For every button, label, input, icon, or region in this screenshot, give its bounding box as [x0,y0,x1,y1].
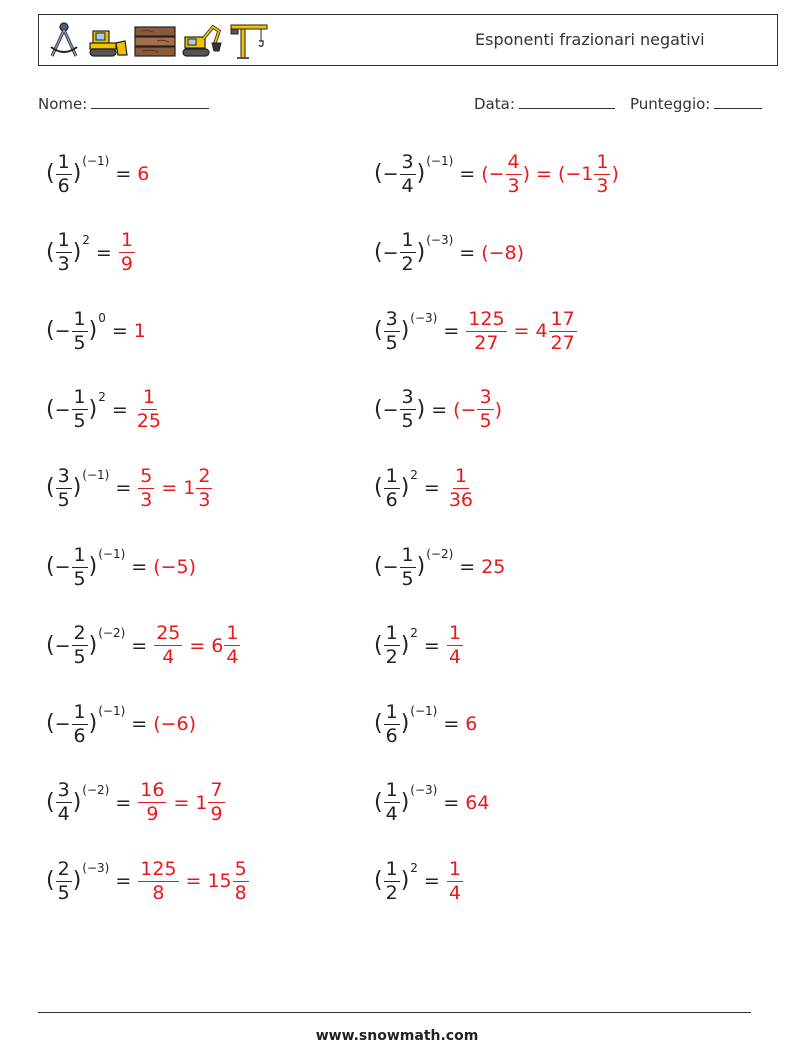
problem-item [46,380,164,440]
answer-fraction [477,388,493,431]
close-paren: ) [400,789,410,815]
answer-text: 25 [481,556,506,578]
close-paren: ) [88,711,98,737]
base-fraction [384,700,400,747]
answer [153,713,196,735]
numerator: 3 [401,386,414,409]
base-fraction [56,857,72,904]
denominator: 4 [401,174,414,197]
name-field [38,94,209,113]
exponent: (−2) [426,547,454,561]
problem-item [374,380,502,440]
base-fraction [56,150,72,197]
numerator: 125 [140,857,177,880]
answer-fraction [447,857,463,904]
answer-fraction [119,231,135,274]
problem-item [46,223,136,283]
header-box [38,14,778,66]
exponent: 2 [410,468,418,483]
numerator: 16 [140,779,165,802]
minus-sign: − [54,398,71,421]
open-paren: ( [46,475,55,501]
denominator: 2 [385,646,398,669]
answer-text: 6 [465,713,478,736]
answer-fraction [135,388,163,431]
problem-item [46,144,149,204]
numerator: 2 [57,857,70,880]
close-paren: ) [416,554,426,579]
problem-item [374,144,619,204]
answer-fraction [224,624,240,667]
equals-sign: = [115,791,132,814]
answer-text: (−6) [153,713,197,736]
answer [481,150,619,197]
problem-item [374,458,476,518]
base-fraction [384,857,400,904]
close-paren: ) [416,161,426,186]
close-paren: ) [88,632,98,658]
answer [153,624,241,667]
answer-text: 6 [137,163,150,185]
problem-item [46,537,196,597]
base-fraction [400,150,416,197]
equals-sign: = [111,398,128,421]
answer [465,792,489,814]
numerator: 1 [385,464,398,487]
answer-fraction [154,624,182,667]
numerator: 1 [73,307,86,330]
numerator: 3 [57,464,70,487]
numerator: 1 [401,229,414,252]
score-line [714,94,762,109]
answer-text: 64 [465,791,490,814]
answer-fraction [447,464,475,511]
denominator: 6 [57,174,70,197]
answer [137,781,225,824]
numerator: 1 [120,229,133,252]
numerator: 3 [479,386,492,409]
base-fraction [400,543,416,590]
denominator: 27 [474,331,499,354]
problem-item [46,851,250,911]
exponent: (−1) [98,704,126,719]
excavator-icon [181,21,225,61]
equals-sign: = [95,241,112,264]
open-paren: ( [374,318,383,344]
problem-item [374,301,578,361]
answer-fraction [138,464,154,511]
numerator: 5 [140,464,153,487]
close-paren: ) [72,868,82,894]
exponent: (−1) [410,704,438,719]
equals-sign: = [111,320,128,343]
base-fraction [400,388,416,431]
equals-sign: = [115,163,132,185]
answer [481,242,524,264]
close-paren: ) [88,554,98,579]
denominator: 2 [401,253,414,276]
numerator: 5 [234,857,247,880]
numerator: 3 [401,150,414,173]
denominator: 27 [550,331,575,354]
answer-text: (− [481,163,505,185]
denominator: 8 [152,881,165,904]
date-line [519,94,615,109]
exponent: (−1) [426,154,454,168]
equals-sign: = [443,791,460,814]
answer-text: 4 [535,320,548,343]
equals-sign: = [443,320,460,343]
answer-fraction [138,781,166,824]
open-paren: ( [374,396,383,422]
answer-equals-sign: = [536,163,552,185]
numerator: 1 [401,543,414,566]
denominator: 5 [73,331,86,354]
numerator: 1 [385,700,398,723]
answer [137,857,249,904]
denominator: 2 [385,881,398,904]
denominator: 5 [479,410,492,433]
equals-sign: = [131,556,148,578]
denominator: 5 [73,646,86,669]
answer-text: ) [611,163,619,185]
open-paren: ( [46,789,55,815]
exponent: 2 [82,232,90,247]
denominator: 3 [596,174,609,197]
open-paren: ( [46,868,55,894]
close-paren: ) [88,318,98,344]
problem-item [46,694,196,754]
numerator: 7 [210,779,223,802]
equals-sign: = [443,713,460,736]
problem-item [374,694,477,754]
equals-sign: = [459,556,476,578]
base-fraction [72,624,88,667]
answer [134,320,146,342]
date-field [474,94,615,113]
numerator: 4 [507,150,520,173]
numerator: 25 [156,622,181,645]
worksheet-title: Esponenti frazionari negativi [475,30,705,49]
minus-sign: − [382,163,399,185]
denominator: 5 [57,488,70,511]
answer-fraction [138,857,178,904]
numerator: 1 [57,229,70,252]
denominator: 3 [198,488,211,511]
answer-text: (−8) [481,241,525,264]
problem-item [374,616,464,676]
problem-item [46,458,213,518]
footer-url: www.snowmath.com [315,1028,479,1044]
answer [446,857,464,904]
base-fraction [384,307,400,354]
close-paren: ) [400,868,410,894]
denominator: 9 [210,803,223,826]
equals-sign: = [459,241,476,264]
numerator: 1 [454,464,467,487]
open-paren: ( [46,711,55,737]
answer [465,307,577,354]
close-paren: ) [72,239,82,265]
answer [465,713,477,735]
denominator: 4 [57,803,70,826]
close-paren: ) [400,711,410,737]
exponent: 2 [98,389,106,404]
score-label: Punteggio: [630,95,711,113]
open-paren: ( [46,632,55,658]
numerator: 1 [73,700,86,723]
answer-fraction [208,781,224,824]
problem-item [374,537,505,597]
close-paren: ) [416,396,426,422]
exponent: (−2) [98,625,126,640]
minus-sign: − [382,556,399,578]
denominator: 5 [57,881,70,904]
denominator: 9 [146,803,159,826]
answer-fraction [447,624,463,667]
exponent: (−3) [410,782,438,797]
denominator: 36 [448,488,474,511]
problem-item [374,851,464,911]
problem-item [46,616,241,676]
denominator: 25 [136,410,161,433]
base-fraction [56,781,72,824]
equals-sign: = [459,163,476,185]
crane-icon [229,21,269,61]
numerator: 2 [198,464,211,487]
numerator: 17 [550,307,575,330]
denominator: 5 [73,567,86,590]
answer-fraction [466,307,506,354]
open-paren: ( [374,475,383,501]
answer [118,231,136,274]
answer [453,388,502,431]
open-paren: ( [374,789,383,815]
answer-fraction [196,464,212,511]
close-paren: ) [416,239,426,265]
header-icons [45,19,269,63]
denominator: 4 [162,646,175,669]
denominator: 4 [226,646,239,669]
answer-equals-sign: = [161,477,178,500]
close-paren: ) [400,632,410,658]
denominator: 9 [120,253,133,276]
answer-fraction [233,857,249,904]
denominator: 6 [385,488,398,511]
answer-equals-sign: = [185,870,202,893]
open-paren: ( [46,239,55,265]
open-paren: ( [374,868,383,894]
denominator: 3 [57,253,70,276]
minus-sign: − [54,713,71,736]
open-paren: ( [46,396,55,422]
problem-item [374,773,489,833]
bulldozer-icon [87,21,129,61]
numerator: 3 [57,779,70,802]
score-field [630,94,762,113]
base-fraction [72,307,88,354]
close-paren: ) [72,161,82,186]
numerator: 1 [385,857,398,880]
exponent: (−1) [98,547,126,561]
numerator: 1 [448,622,461,645]
base-fraction [56,464,72,511]
open-paren: ( [46,161,55,186]
exponent: 2 [410,625,418,640]
exponent: (−3) [82,861,110,876]
numerator: 1 [226,622,239,645]
denominator: 3 [507,174,520,197]
answer-equals-sign: = [513,320,530,343]
denominator: 6 [73,724,86,747]
wood-logs-icon [133,21,177,61]
answer [446,464,476,511]
close-paren: ) [88,396,98,422]
answer-fraction [594,150,610,197]
answer [137,163,149,185]
answer-text: ) [494,398,502,421]
denominator: 4 [448,646,461,669]
answer-text: 15 [207,870,232,893]
equals-sign: = [131,634,148,657]
answer-text: 1 [183,477,196,500]
denominator: 5 [401,410,414,433]
denominator: 8 [234,881,247,904]
exponent: 2 [410,861,418,876]
open-paren: ( [374,239,383,265]
equals-sign: = [115,870,132,893]
base-fraction [384,781,400,824]
base-fraction [56,231,72,274]
answer-text: 6 [211,634,224,657]
answer [153,556,196,578]
base-fraction [384,624,400,667]
open-paren: ( [374,632,383,658]
numerator: 125 [468,307,505,330]
denominator: 4 [385,803,398,826]
answer [137,464,213,511]
numerator: 3 [385,307,398,330]
answer [446,624,464,667]
answer-text: (−1 [557,163,594,185]
numerator: 1 [596,150,609,173]
base-fraction [72,700,88,747]
open-paren: ( [374,554,383,579]
answer-fraction [506,150,522,197]
denominator: 4 [448,881,461,904]
equals-sign: = [423,870,440,893]
close-paren: ) [400,475,410,501]
open-paren: ( [374,161,383,186]
denominator: 6 [385,724,398,747]
date-label: Data: [474,95,515,113]
minus-sign: − [382,241,399,264]
exponent: (−1) [82,468,110,483]
denominator: 5 [73,410,86,433]
answer-text: 1 [195,791,208,814]
numerator: 1 [142,386,155,409]
numerator: 1 [448,857,461,880]
exponent: (−3) [410,311,438,326]
close-paren: ) [72,475,82,501]
open-paren: ( [46,554,55,579]
denominator: 5 [401,567,414,590]
numerator: 1 [73,386,86,409]
name-label: Nome: [38,95,88,113]
numerator: 1 [385,779,398,802]
numerator: 1 [73,543,86,566]
numerator: 2 [73,622,86,645]
open-paren: ( [46,318,55,344]
minus-sign: − [382,398,399,421]
exponent: (−3) [426,232,454,247]
base-fraction [72,388,88,431]
numerator: 1 [385,622,398,645]
answer-text: (− [453,398,477,421]
problem-item [46,773,226,833]
answer [481,556,505,578]
answer-text: ) [522,163,531,185]
problem-item [374,223,524,283]
equals-sign: = [115,477,132,500]
base-fraction [384,464,400,511]
exponent: 0 [98,311,106,326]
close-paren: ) [72,789,82,815]
denominator: 5 [385,331,398,354]
answer-text: 1 [133,320,146,343]
equals-sign: = [423,477,440,500]
minus-sign: − [54,320,71,343]
close-paren: ) [400,318,410,344]
name-line [91,94,209,109]
minus-sign: − [54,556,71,578]
denominator: 3 [140,488,153,511]
answer-equals-sign: = [173,791,190,814]
compass-icon [45,21,83,61]
equals-sign: = [423,634,440,657]
base-fraction [72,543,88,590]
equals-sign: = [131,713,148,736]
base-fraction [400,231,416,274]
answer-text: (−5) [153,556,197,578]
footer-divider [38,1012,751,1013]
exponent: (−2) [82,782,110,797]
open-paren: ( [374,711,383,737]
exponent: (−1) [82,154,110,168]
problem-item [46,301,146,361]
minus-sign: − [54,634,71,657]
equals-sign: = [431,398,448,421]
answer [134,388,164,431]
answer-equals-sign: = [189,634,206,657]
numerator: 1 [57,150,70,173]
answer-fraction [549,307,577,354]
